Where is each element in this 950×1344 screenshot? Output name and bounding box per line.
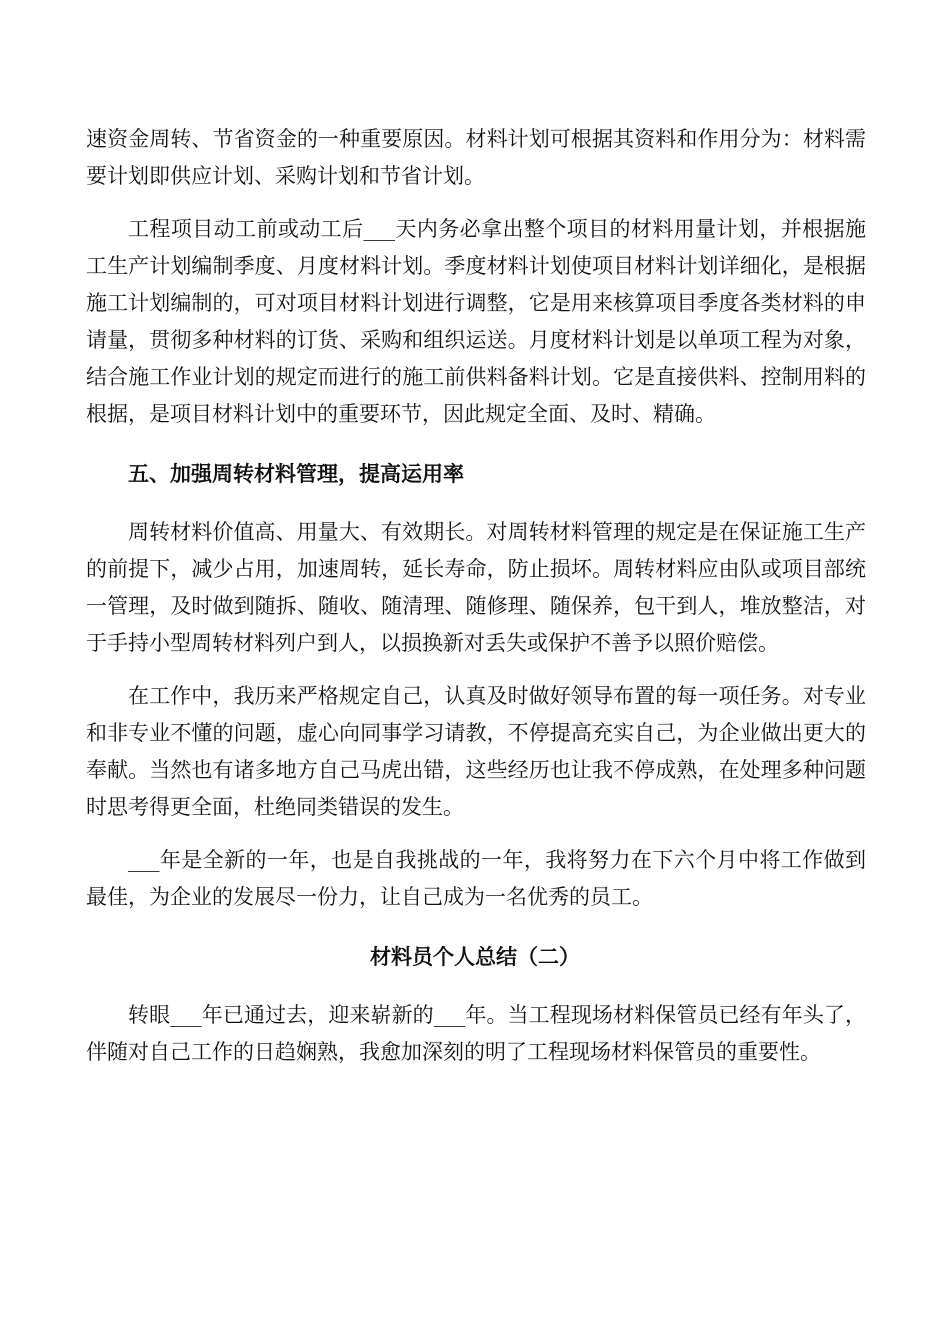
paragraph-work-attitude: 在工作中，我历来严格规定自己，认真及时做好领导布置的每一项任务。对专业和非专业不懂的问题，虚心向同事学习请教，不停提高充实自己，为企业做出更大的奉献。当然也有诸多地方自己马虎出错，这些经历也让我不停成熟，在处理多种问题时思考得更全面，杜绝同类错误的发生。 (86, 684, 866, 819)
paragraph-intro-two: 转眼___年已通过去，迎来崭新的___年。当工程现场材料保管员已经有年头了，伴随对自己工作的日趋娴熟，我愈加深刻的明了工程现场材料保管员的重要性。 (86, 1003, 866, 1064)
paragraph-project-plan: 工程项目动工前或动工后___天内务必拿出整个项目的材料用量计划，并根据施工生产计划编制季度、月度材料计划。季度材料计划使项目材料计划详细化，是根据施工计划编制的，可对项目材料计划进行调整，它是用来核算项目季度各类材料的申请量，贯彻多种材料的订货、采购和组织运送。月度材料计划是以单项工程为对象，结合施工作业计划的规定而进行的施工前供料备料计划。它是直接供料、控制用料的根据，是项目材料计划中的重要环节，因此规定全面、及时、精确。 (86, 217, 866, 426)
paragraph-new-year: ___年是全新的一年，也是自我挑战的一年，我将努力在下六个月中将工作做到最佳，为企业的发展尽一份力，让自己成为一名优秀的员工。 (86, 848, 866, 909)
paragraph-turnover-materials: 周转材料价值高、用量大、有效期长。对周转材料管理的规定是在保证施工生产的前提下，减少占用，加速周转，延长寿命，防止损坏。周转材料应由队或项目部统一管理，及时做到随拆、随收、随清理、随修理、随保养，包干到人，堆放整洁，对于手持小型周转材料列户到人，以损换新对丢失或保护不善予以照价赔偿。 (86, 520, 866, 655)
section-heading-five: 五、加强周转材料管理，提高运用率 (128, 461, 464, 486)
paragraph-material-plan-types: 速资金周转、节省资金的一种重要原因。材料计划可根据其资料和作用分为：材料需要计划即供应计划、采购计划和节省计划。 (86, 127, 866, 188)
document-title-two: 材料员个人总结（二） (370, 944, 580, 969)
